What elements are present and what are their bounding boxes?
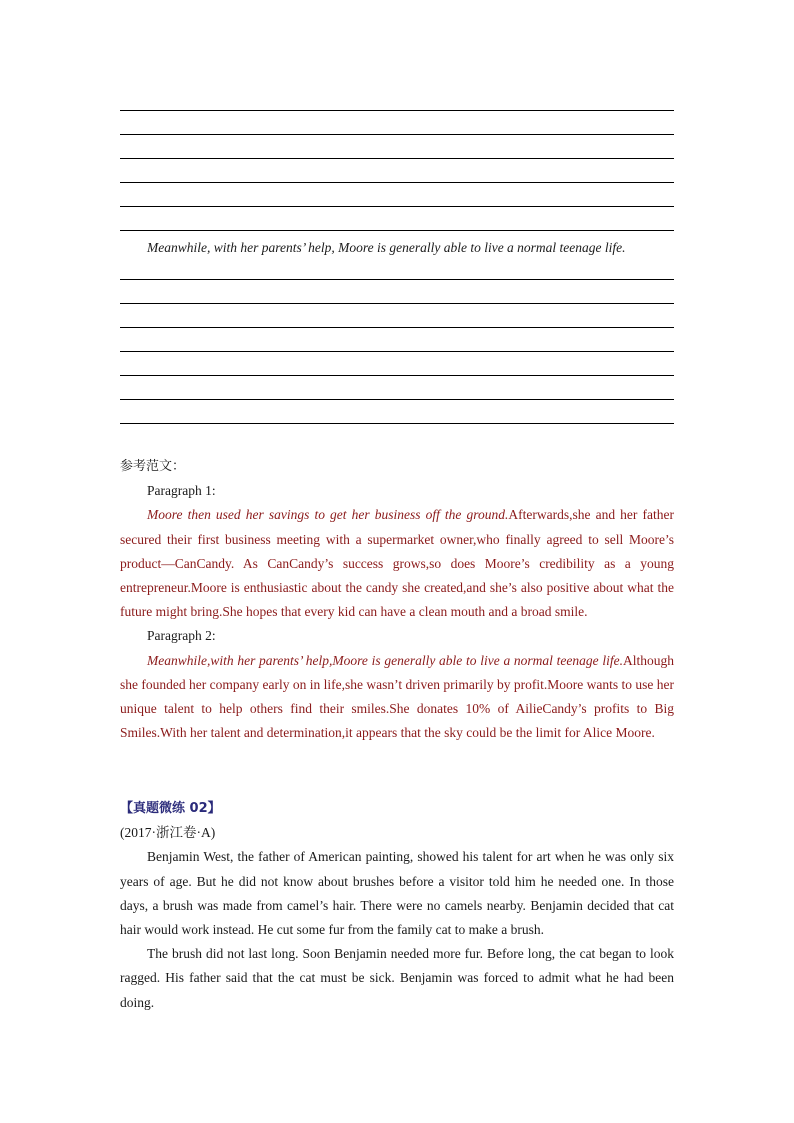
practice-title: 【真题微练 02】 — [120, 801, 221, 816]
writing-line — [120, 230, 674, 231]
paragraph-2-label: Paragraph 2: — [147, 628, 216, 644]
writing-line — [120, 158, 674, 159]
paragraph-1-text — [120, 503, 674, 624]
writing-line — [120, 303, 674, 304]
writing-line — [120, 423, 674, 424]
reference-essay — [120, 455, 674, 745]
practice-paragraph: Benjamin West, the father of American painting, showed his talent for art when he was only six years of age. But he did not know about brushes before a visitor told him he needed one. In those days, a brush was made from camel’s hair. There were no camels nearby. Benjamin decided that cat hair would work instead. He cut some fur from the family cat to make a brush. — [120, 849, 674, 938]
writing-line — [120, 182, 674, 183]
writing-line — [120, 399, 674, 400]
writing-line — [120, 375, 674, 376]
writing-line — [120, 327, 674, 328]
paragraph-1-body: Afterwards,she and her father secured their first business meeting with a supermarket owner,who finally agreed to sell Moore’s product—CanCandy. As CanCandy’s success grows,so does Moore’s credibility as a young entrepreneur.Moore is enthusiastic about the candy she created,and she’s also positive about what the future might bring.She hopes that every kid can have a clean mouth and a broad smile. — [120, 507, 674, 620]
writing-line — [120, 351, 674, 352]
practice-paragraph: The brush did not last long. Soon Benjamin needed more fur. Before long, the cat began to look ragged. His father said that the cat must be sick. Benjamin was forced to admit what he had been doing. — [120, 946, 674, 1010]
practice-section — [120, 797, 674, 1015]
writing-line — [120, 206, 674, 207]
paragraph-2-text — [120, 649, 674, 746]
writing-line — [120, 134, 674, 135]
paragraph-1-given-sentence: Moore then used her savings to get her business off the ground. — [147, 507, 509, 523]
paragraph-2-given-sentence: Meanwhile,with her parents’ help,Moore is generally able to live a normal teenage life. — [147, 652, 623, 668]
practice-source: (2017·浙江卷·A) — [120, 825, 216, 841]
writing-line — [120, 279, 674, 280]
reference-title: 参考范文： — [120, 459, 186, 474]
writing-line — [120, 110, 674, 111]
paragraph-2-prompt: Meanwhile, with her parents’ help, Moore is generally able to live a normal teenage life. — [147, 240, 626, 255]
paragraph-1-label: Paragraph 1: — [147, 483, 216, 499]
paragraph-2-body: Although she founded her company early on in life,she wasn’t driven primarily by profit.Moore wants to use her unique talent to help others find their smiles.She donates 10% of AilieCandy’s profits to Big Smiles.With her talent and determination,it appears that the sky could be the limit for Alice Moore. — [120, 652, 674, 741]
